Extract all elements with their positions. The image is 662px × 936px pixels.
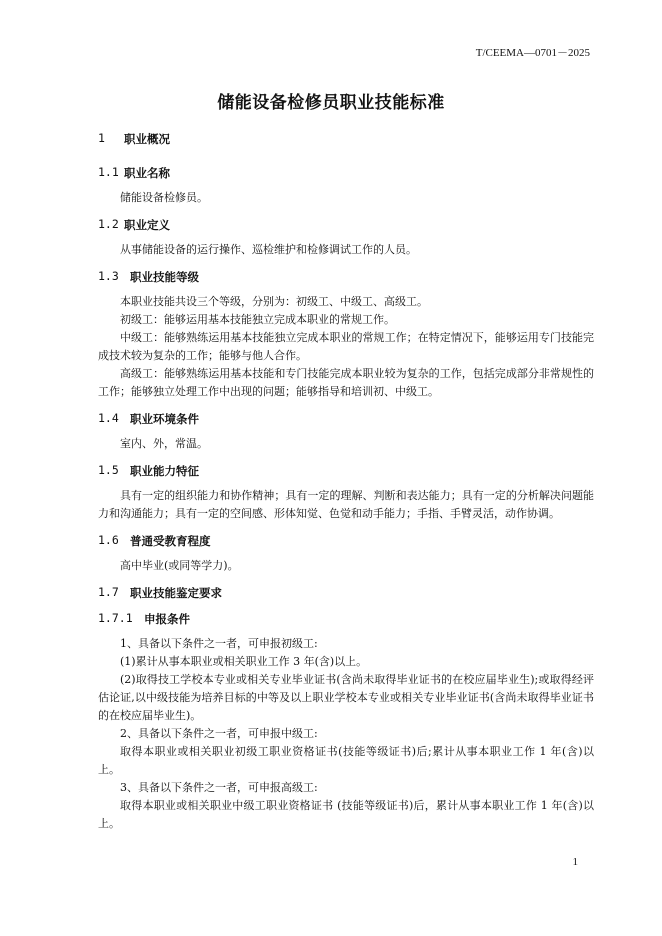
document-title: 储能设备检修员职业技能标准 [217, 93, 445, 113]
section-number: 1 [98, 131, 105, 145]
section-title: 普通受教育程度 [130, 534, 211, 548]
section-title: 职业技能等级 [130, 270, 199, 284]
section-heading [98, 131, 594, 147]
paragraph: 从事储能设备的运行操作、巡检维护和检修调试工作的人员。 [120, 243, 417, 256]
paragraph: 取得本职业或相关职业初级工职业资格证书(技能等级证书)后;累计从事本职业工作 1 年(含)以上。 [98, 745, 594, 776]
section-number: 1.1 [98, 165, 119, 179]
paragraph: 储能设备检修员。 [120, 191, 208, 204]
section-title: 职业环境条件 [130, 412, 199, 426]
paragraph: 3、具备以下条件之一者，可申报高级工: [120, 781, 318, 794]
section-number: 1.7 [98, 585, 119, 599]
section-number: 1.5 [98, 463, 119, 477]
section-title: 职业概况 [124, 132, 170, 146]
section-number: 1.6 [98, 533, 119, 547]
paragraph: 中级工：能够熟练运用基本技能独立完成本职业的常规工作；在特定情况下，能够运用专门技能完成技术较为复杂的工作；能够与他人合作。 [98, 331, 594, 362]
section-heading [98, 269, 594, 285]
section-title: 申报条件 [144, 612, 190, 626]
section-title: 职业技能鉴定要求 [130, 586, 222, 600]
section-heading [98, 611, 594, 627]
standard-code: T/CEEMA—0701－2025 [475, 47, 590, 59]
section-heading [98, 533, 594, 549]
section-heading [98, 463, 594, 479]
paragraph: 取得本职业或相关职业中级工职业资格证书 (技能等级证书)后，累计从事本职业工作 1 年(含)以上。 [98, 799, 594, 830]
section-title: 职业名称 [124, 166, 170, 180]
paragraph: (2)取得技工学校本专业或相关专业毕业证书(含尚未取得毕业证书的在校应届毕业生);或取得经评估论证,以中级技能为培养目标的中等及以上职业学校本专业或相关专业毕业证书(含尚未取得毕业证书的在校应届毕业生)。 [98, 673, 594, 722]
section-heading [98, 217, 594, 233]
paragraph: 1、具备以下条件之一者，可申报初级工: [120, 637, 318, 650]
paragraph: 本职业技能共设三个等级，分别为：初级工、中级工、高级工。 [120, 295, 428, 308]
paragraph: 高中毕业(或同等学力)。 [120, 559, 239, 572]
paragraph: 初级工：能够运用基本技能独立完成本职业的常规工作。 [120, 313, 395, 326]
section-heading [98, 165, 594, 181]
paragraph: (1)累计从事本职业或相关职业工作 3 年(含)以上。 [120, 655, 368, 668]
paragraph: 高级工：能够熟练运用基本技能和专门技能完成本职业较为复杂的工作，包括完成部分非常规性的工作；能够独立处理工作中出现的问题；能够指导和培训初、中级工。 [98, 367, 594, 398]
section-title: 职业能力特征 [130, 464, 199, 478]
section-number: 1.3 [98, 269, 119, 283]
section-heading [98, 411, 594, 427]
section-title: 职业定义 [124, 218, 170, 232]
section-number: 1.7.1 [98, 611, 133, 625]
page-number: 1 [572, 856, 578, 868]
section-number: 1.4 [98, 411, 119, 425]
section-heading [98, 585, 594, 601]
paragraph: 具有一定的组织能力和协作精神；具有一定的理解、判断和表达能力；具有一定的分析解决问题能力和沟通能力；具有一定的空间感、形体知觉、色觉和动手能力；手指、手臂灵活，动作协调。 [98, 489, 594, 520]
document-body [98, 131, 594, 833]
section-number: 1.2 [98, 217, 119, 231]
paragraph: 室内、外，常温。 [120, 437, 208, 450]
paragraph: 2、具备以下条件之一者，可申报中级工: [120, 727, 318, 740]
